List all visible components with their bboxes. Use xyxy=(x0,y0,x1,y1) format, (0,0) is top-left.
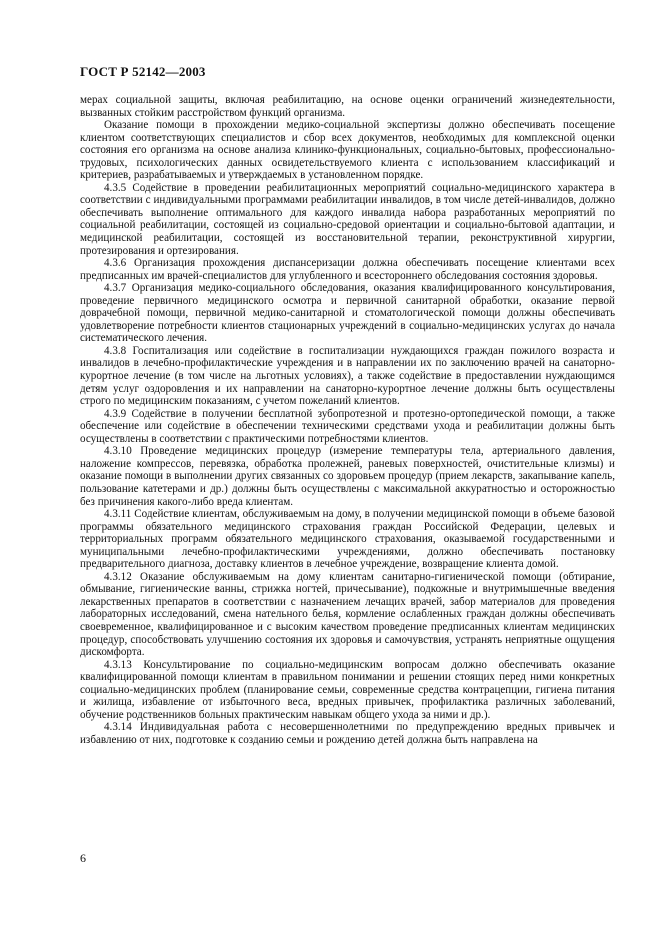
paragraph-4-3-8: 4.3.8 Госпитализация или содействие в госпитализации нуждающихся граждан пожилого возраста и инвалидов в лечебно-профилактические учреждения и в направлении их по заключению врачей на санаторно-курортное лечение (в том числе на льготных условиях), а также содействие в предоставлении нуждающимся детям услуг оздоровления и их направлении на санаторно-курортное лечение должны быть осуществлены строго по медицинским показаниям, с учетом пожеланий клиентов. xyxy=(80,344,615,408)
paragraph-4-3-13: 4.3.13 Консультирование по социально-медицинским вопросам должно обеспечивать оказание квалифицированной помощи клиентам в правильном понимании и решении стоящих перед ними конкретных социально-медицинских проблем (планирование семьи, современные средства контрацепции, гигиена питания и жилища, избавление от избыточного веса, вредных привычек, профилактика различных заболеваний, обучение родственников больных практическим навыкам общего ухода за ними и др.). xyxy=(80,658,615,721)
paragraph-4-3-12: 4.3.12 Оказание обслуживаемым на дому клиентам санитарно-гигиенической помощи (обтирание, обмывание, гигиенические ванны, стрижка ногтей, причесывание), подкожные и внутримышечные введения лекарственных препаратов в соответствии с назначением лечащих врачей, забор материалов для проведения лабораторных исследований, смена нательного белья, кормление ослабленных граждан должны обеспечивать своевременное, квалифицированное и с высоким качеством проведение предписанных клиентам медицинских процедур, способствовать улучшению состояния их здоровья и самочувствия, устранять неприятные ощущения дискомфорта. xyxy=(80,570,615,659)
paragraph-4-3-6: 4.3.6 Организация прохождения диспансеризации должна обеспечивать посещение клиентами всех предписанных им врачей-специалистов для углубленного и всестороннего обследования состояния здоровья. xyxy=(80,257,615,282)
paragraph-4-3-5: 4.3.5 Содействие в проведении реабилитационных мероприятий социально-медицинского характера в соответствии с индивидуальными программами реабилитации инвалидов, в том числе детей-инвалидов, должно обеспечивать выполнение оптимального для каждого инвалида набора разработанных мероприятий по социальной реабилитации, состоящей из социально-средовой ориентации и социально-бытовой адаптации, и медицинской реабилитации, состоящей из восстановительной терапии, реконструктивной хирургии, протезирования и ортезирования. xyxy=(80,181,615,257)
paragraph-4-3-10: 4.3.10 Проведение медицинских процедур (измерение температуры тела, артериального давления, наложение компрессов, перевязка, обработка пролежней, раневых поверхностей, очистительные клизмы) и оказание помощи в выполнении других связанных со здоровьем процедур (прием лекарств, закапывание капель, пользование катетерами и др.) должны быть осуществлены с максимальной аккуратностью и осторожностью без причинения какого-либо вреда клиентам. xyxy=(80,445,615,508)
page-number: 6 xyxy=(80,851,86,865)
paragraph-4-3-9: 4.3.9 Содействие в получении бесплатной зубопротезной и протезно-ортопедической помощи, а также обеспечение или содействие в обеспечении техническими средствами ухода и реабилитации должны быть осуществлены в соответствии с практическими потребностями клиентов. xyxy=(80,407,615,445)
body-text xyxy=(80,94,615,746)
paragraph-4-3-11: 4.3.11 Содействие клиентам, обслуживаемым на дому, в получении медицинской помощи в объеме базовой программы обязательного медицинского страхования граждан Российской Федерации, целевых и территориальных программ обязательного медицинского страхования, оказываемой государственными и муниципальными лечебно-профилактическими учреждениями, должно обеспечивать постановку предварительного диагноза, доставку клиентов в лечебное учреждение, возвращение клиента домой. xyxy=(80,508,615,571)
paragraph-4-3-14: 4.3.14 Индивидуальная работа с несовершеннолетними по предупреждению вредных привычек и избавлению от них, подготовке к созданию семьи и рождению детей должна быть направлена на xyxy=(80,721,615,746)
paragraph: Оказание помощи в прохождении медико-социальной экспертизы должно обеспечивать посещение клиентом соответствующих специалистов и сбор всех документов, необходимых для комплексной оценки состояния его организма на основе анализа клинико-функциональных, социально-бытовых, профессионально-трудовых, психологических данных освидетельствуемого клиента с использованием классификаций и критериев, разрабатываемых и утверждаемых в установленном порядке. xyxy=(80,119,615,182)
paragraph-4-3-7: 4.3.7 Организация медико-социального обследования, оказания квалифицированного консультирования, проведение первичного медицинского осмотра и первичной санитарной обработки, оказание первой доврачебной помощи, первичной медико-санитарной и стоматологической помощи должны обеспечивать удовлетворение потребности клиентов стационарных учреждений в социально-медицинских услугах до начала систематического лечения. xyxy=(80,282,615,345)
paragraph: мерах социальной защиты, включая реабилитацию, на основе оценки ограничений жизнедеятельности, вызванных стойким расстройством функций организма. xyxy=(80,94,615,119)
page-header: ГОСТ Р 52142—2003 xyxy=(80,64,206,79)
